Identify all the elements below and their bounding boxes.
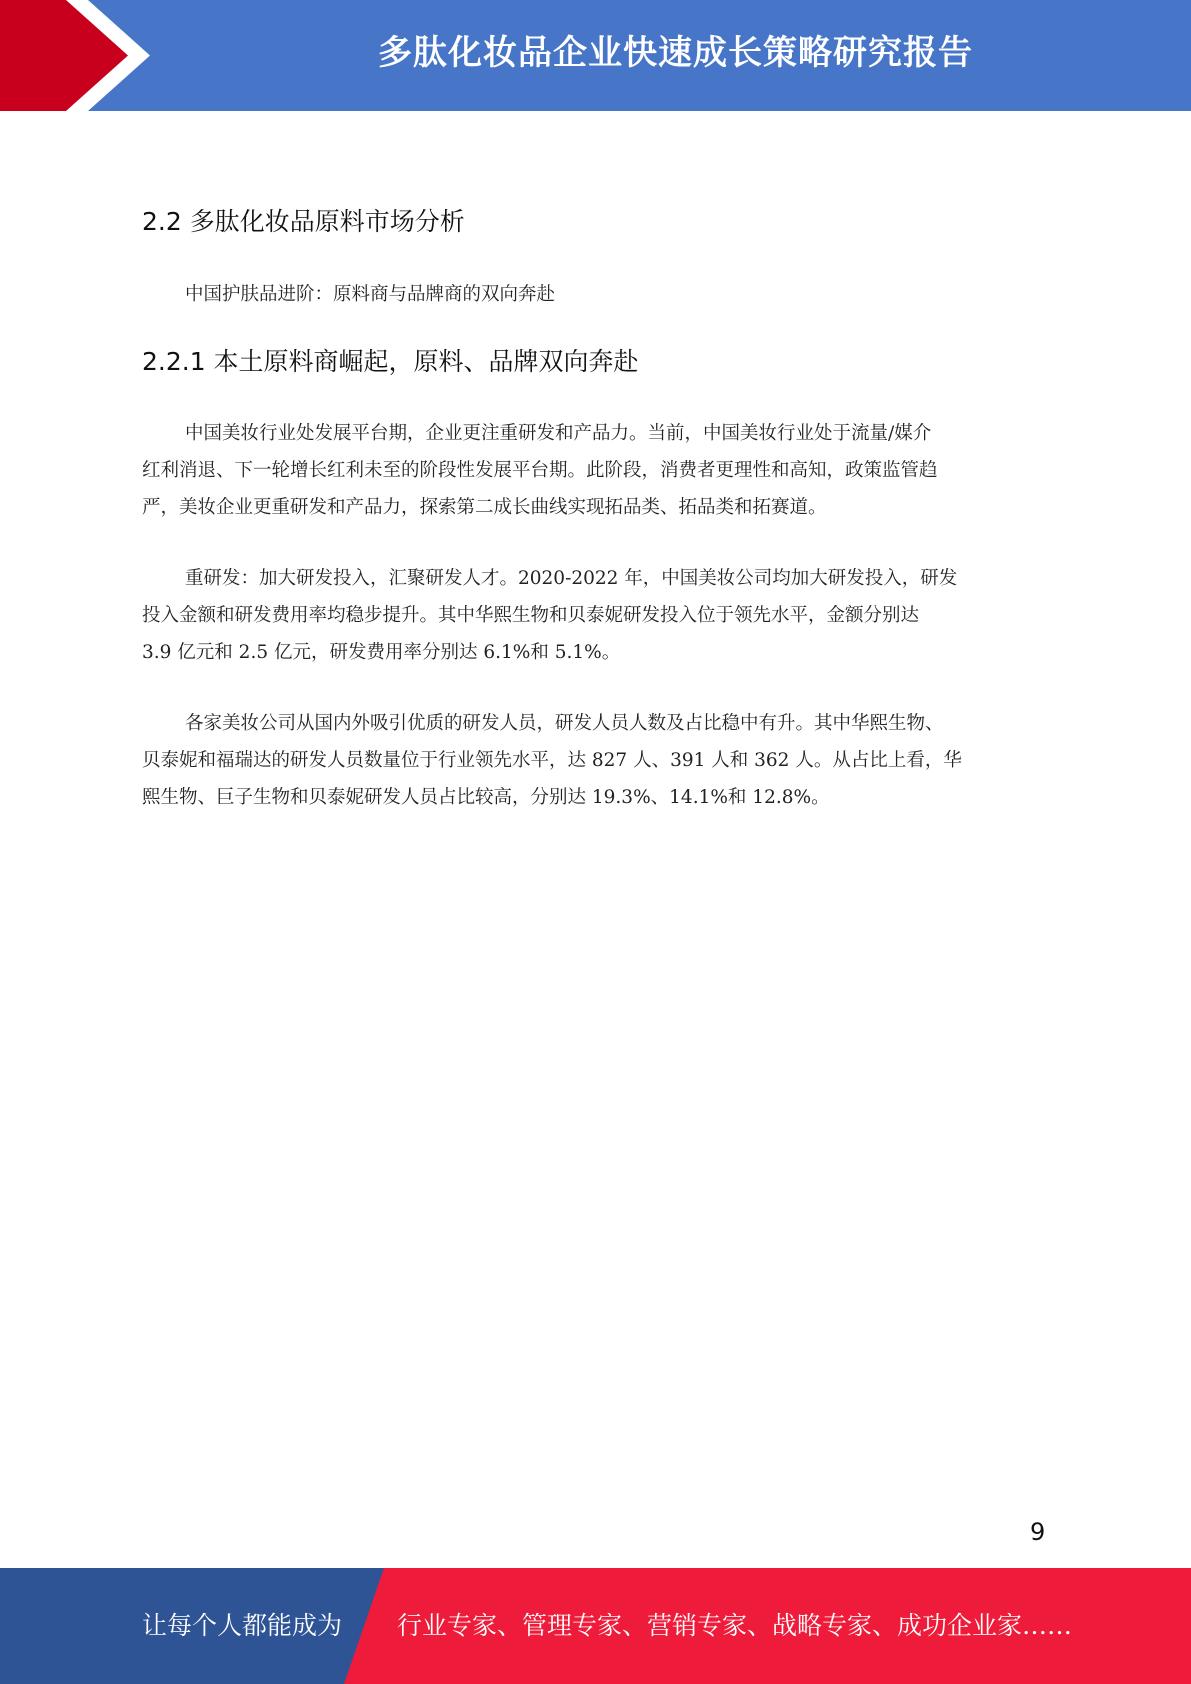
section-heading: 2.2 多肽化妆品原料市场分析 [142, 207, 465, 236]
footer-banner [0, 1568, 1191, 1684]
paragraph-line: 严，美妆企业更重研发和产品力，探索第二成长曲线实现拓品类、拓品类和拓赛道。 [142, 497, 827, 518]
section-lead: 中国护肤品进阶：原料商与品牌商的双向奔赴 [185, 284, 556, 305]
paragraph-line: 3.9 亿元和 2.5 亿元，研发费用率分别达 6.1%和 5.1%。 [142, 642, 621, 663]
header-chevron-decoration [0, 0, 160, 111]
paragraph-2 [142, 560, 1047, 671]
footer-slogan-left: 让每个人都能成为 [142, 1611, 343, 1640]
header-title: 多肽化妆品企业快速成长策略研究报告 [378, 33, 973, 73]
paragraph-3 [142, 705, 1047, 816]
paragraph-line: 中国美妆行业处发展平台期，企业更注重研发和产品力。当前，中国美妆行业处于流量/媒介 [185, 423, 932, 444]
paragraph-line: 红利消退、下一轮增长红利未至的阶段性发展平台期。此阶段，消费者更理性和高知，政策监管趋 [142, 460, 938, 481]
paragraph-line: 贝泰妮和福瑞达的研发人员数量位于行业领先水平，达 827 人、391 人和 362 人。从占比上看，华 [142, 750, 962, 771]
paragraph-line: 重研发：加大研发投入，汇聚研发人才。2020-2022 年，中国美妆公司均加大研发投入，研发 [185, 568, 958, 589]
paragraph-line: 投入金额和研发费用率均稳步提升。其中华熙生物和贝泰妮研发投入位于领先水平，金额分别达 [142, 605, 920, 626]
subsection-heading: 2.2.1 本土原料商崛起，原料、品牌双向奔赴 [142, 347, 639, 376]
paragraph-line: 各家美妆公司从国内外吸引优质的研发人员，研发人员人数及占比稳中有升。其中华熙生物、 [185, 713, 944, 734]
page-number: 9 [1030, 1518, 1046, 1546]
paragraph-line: 熙生物、巨子生物和贝泰妮研发人员占比较高，分别达 19.3%、14.1%和 12.8%。 [142, 787, 830, 808]
footer-slogan-right: 行业专家、管理专家、营销专家、战略专家、成功企业家…… [397, 1611, 1073, 1640]
header-chevron-red [0, 0, 128, 111]
paragraph-1 [142, 415, 1047, 526]
header-banner [0, 0, 1191, 111]
